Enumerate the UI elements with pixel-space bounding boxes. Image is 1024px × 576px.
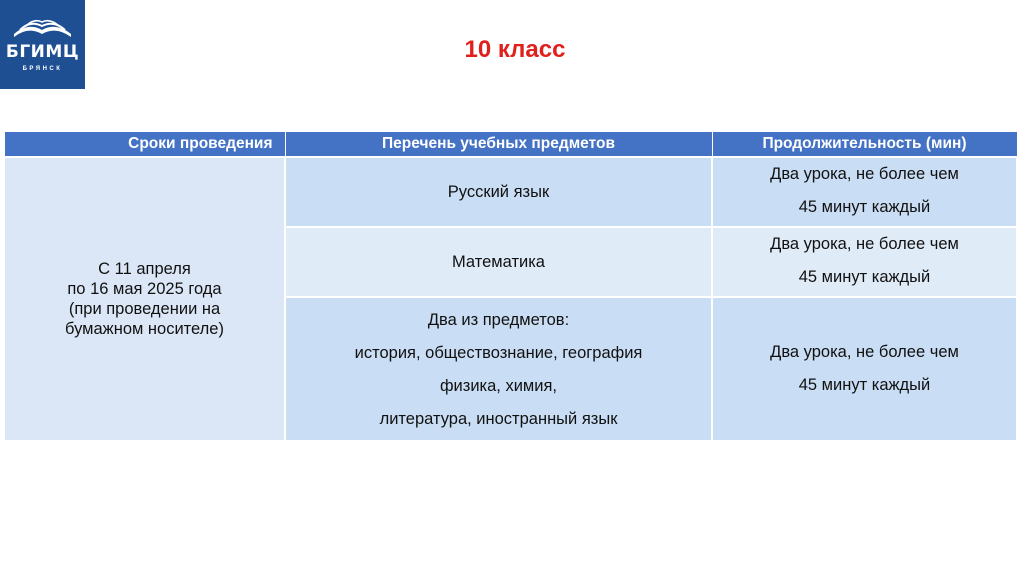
subject-line: физика, химия, bbox=[439, 377, 558, 395]
dates-line: (при проведении на bbox=[68, 300, 221, 318]
schedule-table bbox=[3, 131, 1018, 442]
subject-cell bbox=[285, 227, 712, 297]
duration-cell bbox=[712, 297, 1017, 441]
duration-line: 45 минут каждый bbox=[798, 198, 931, 216]
header-dates: Сроки проведения bbox=[4, 132, 285, 158]
logo-name: БГИМЦ bbox=[5, 42, 80, 62]
subject-cell bbox=[285, 297, 712, 441]
dates-line: бумажном носителе) bbox=[65, 320, 224, 338]
subject-cell bbox=[285, 157, 712, 227]
duration-line: Два урока, не более чем bbox=[770, 343, 959, 361]
subject-line: литература, иностранный язык bbox=[379, 410, 618, 428]
subject-text: Математика bbox=[452, 252, 545, 271]
duration-line: 45 минут каждый bbox=[798, 268, 931, 286]
duration-line: 45 минут каждый bbox=[798, 376, 931, 394]
subject-line: история, обществознание, география bbox=[354, 344, 643, 362]
duration-line: Два урока, не более чем bbox=[770, 165, 959, 183]
subject-text: Русский язык bbox=[447, 182, 550, 201]
subject-line: Два из предметов: bbox=[427, 311, 570, 329]
dates-cell bbox=[4, 157, 285, 441]
duration-cell bbox=[712, 227, 1017, 297]
page-title: 10 класс bbox=[464, 36, 566, 63]
table-row bbox=[4, 157, 1017, 227]
table-header-row bbox=[4, 132, 1017, 158]
duration-cell bbox=[712, 157, 1017, 227]
duration-line: Два урока, не более чем bbox=[770, 235, 959, 253]
logo-city: БРЯНСК bbox=[22, 66, 63, 72]
header-duration: Продолжительность (мин) bbox=[712, 132, 1017, 158]
dates-line: С 11 апреля bbox=[98, 260, 191, 278]
dates-line: по 16 мая 2025 года bbox=[67, 280, 222, 298]
header-subjects: Перечень учебных предметов bbox=[285, 132, 712, 158]
